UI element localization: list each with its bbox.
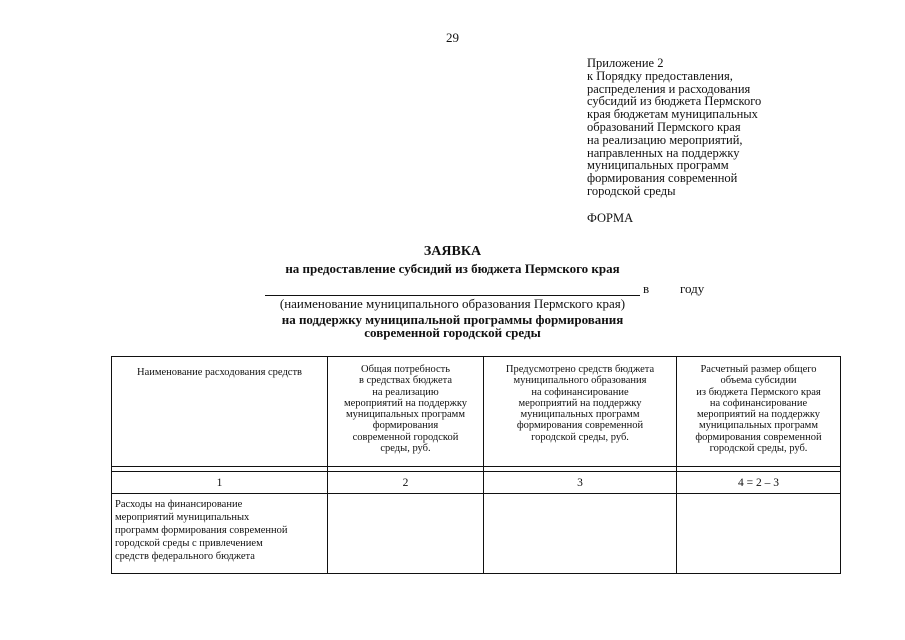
header-line: мероприятий на поддержку — [343, 397, 468, 409]
column-header — [677, 357, 841, 467]
year-suffix: году — [680, 281, 705, 296]
appendix-line: городской среды — [587, 183, 676, 198]
appendix-block — [587, 57, 827, 198]
appendix-line: муниципальных программ — [587, 158, 729, 173]
page-number: 29 — [446, 30, 459, 45]
header-line: городской среды, руб. — [531, 431, 629, 443]
appendix-line: формирования современной — [587, 171, 738, 186]
header-line: Общая потребность — [361, 364, 450, 375]
appendix-line: образований Пермского края — [587, 119, 741, 134]
purpose-line: на поддержку муниципальной программы формирования — [281, 312, 624, 327]
column-number: 2 — [328, 472, 484, 494]
header-line: формирования современной — [516, 420, 644, 432]
municipal-budget-cell[interactable] — [484, 494, 677, 574]
header-line: Наименование расходования средств — [136, 367, 303, 378]
appendix-line: Приложение 2 — [587, 56, 664, 70]
header-line: современной городской — [352, 431, 459, 443]
header-line: муниципальных программ — [346, 409, 465, 421]
appendix-line: к Порядку предоставления, — [587, 68, 733, 83]
row-label-line: Расходы на финансирование — [115, 499, 243, 510]
total-need-cell[interactable] — [328, 494, 484, 574]
header-line: среды, руб. — [380, 443, 431, 455]
header-line: формирования современной — [695, 431, 822, 443]
header-line: муниципального образования — [513, 375, 647, 387]
row-label-line: программ формирования современной — [115, 525, 288, 536]
row-label-line: городской среды с привлечением — [115, 538, 263, 549]
header-line: мероприятий на поддержку — [696, 409, 821, 421]
column-header — [484, 357, 677, 467]
table-header-row — [112, 357, 841, 467]
header-line: муниципальных программ — [699, 420, 818, 432]
subsidy-amount-cell[interactable] — [677, 494, 841, 574]
municipality-blank-field[interactable] — [265, 281, 640, 296]
header-line: Предусмотрено средств бюджета — [505, 364, 655, 375]
header-line: из бюджета Пермского края — [696, 386, 821, 398]
header-line: в средствах бюджета — [358, 375, 453, 387]
header-line: муниципальных программ — [520, 409, 640, 421]
header-line: формирования — [372, 420, 439, 432]
table-row — [112, 494, 841, 574]
document-subtitle: на предоставление субсидий из бюджета Пермского края — [285, 261, 620, 276]
header-line: Расчетный размер общего — [700, 364, 817, 375]
purpose-line: современной городской среды — [364, 324, 541, 340]
appendix-line: распределения и расходования — [587, 81, 751, 96]
header-line: на софинансирование — [531, 386, 629, 398]
header-line: на софинансирование — [709, 397, 808, 409]
application-table — [111, 356, 841, 574]
column-number: 3 — [484, 472, 677, 494]
document-title: ЗАЯВКА — [423, 244, 482, 259]
year-line — [265, 281, 705, 297]
row-label-line: мероприятий муниципальных — [115, 512, 250, 523]
purpose-heading — [0, 314, 905, 339]
header-line: мероприятий на поддержку — [518, 397, 642, 409]
header-line: объема субсидии — [720, 375, 797, 387]
column-number: 1 — [112, 472, 328, 494]
form-label: ФОРМА — [587, 211, 634, 225]
row-label-line: средств федерального бюджета — [115, 551, 255, 562]
header-line: на реализацию — [372, 386, 439, 398]
appendix-line: субсидий из бюджета Пермского — [587, 94, 762, 109]
appendix-line: направленных на поддержку — [587, 145, 740, 160]
column-number-row — [112, 472, 841, 494]
municipality-caption: (наименование муниципального образования Пермского края) — [279, 296, 626, 311]
appendix-line: на реализацию мероприятий, — [587, 132, 743, 147]
header-line: городской среды, руб. — [709, 443, 808, 455]
column-header — [328, 357, 484, 467]
row-label — [112, 494, 328, 574]
appendix-line: края бюджетам муниципальных — [587, 107, 758, 122]
year-prefix: в — [643, 281, 650, 296]
column-header — [112, 357, 328, 467]
column-number: 4 = 2 – 3 — [677, 472, 841, 494]
